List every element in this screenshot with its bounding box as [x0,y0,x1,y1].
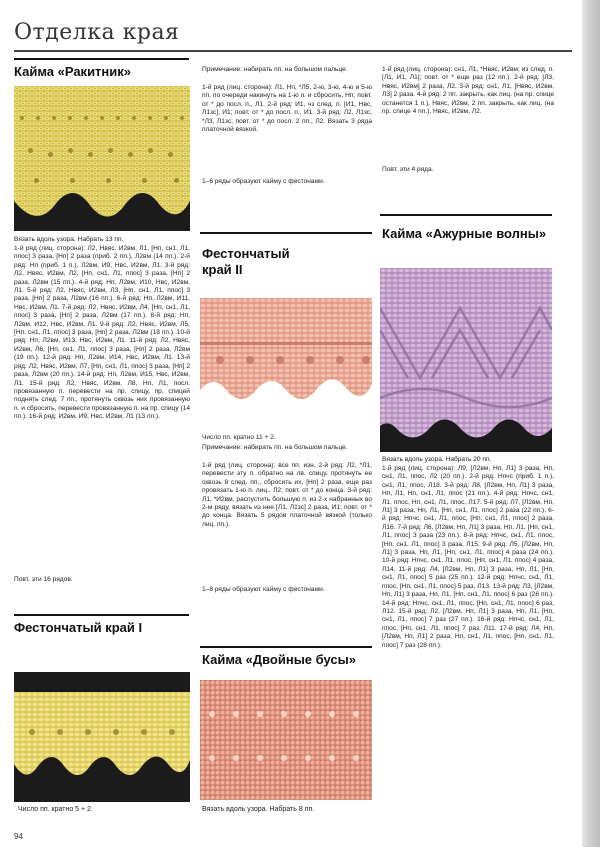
ajour-knit-image [380,268,552,452]
section-rule [200,646,372,648]
rakitnik-repeat: Повт. эти 16 рядов. [14,576,73,583]
rakitnik-heading: Кайма «Ракитник» [14,64,132,79]
festoon2-knit-image [200,298,372,422]
notes-top-footer: 1–6 ряды образуют кайму с фестонами. [202,178,325,185]
festoon2-photo [200,298,372,422]
page-number: 94 [14,832,23,841]
festoon2-note: Примечание: набирать пп. на большом пальце. [202,444,348,451]
notes-top-rows: 1-й ряд (лиц. сторона): Л1, Нп, *Л5, 2-ю, 3-ю, 4-ю и 5-ю пп. по очереди накинуть на 1-ю п. и сбросить, Нп; повт. от * до посл. п., Л1. 2-й ряд: И1, чз след. п. [И1, Нвс, Л1зс], И1; повт. от * до посл. п., И1. 3-й ряд: Л2, Л1зс, *Л3, Л1зс; повт. от * до посл. 2 пп., Л2. Вязать 3 ряда платочной вязкой. [202,84,372,134]
festoon2-footer: 1–8 ряды образуют кайму с фестонами. [202,586,325,593]
right-top-rows: 1-й ряд (лиц. сторона): сн1, Л1, *Нвяс, И2вм; из след. п. [Л1, И1, Л1]; повт. от * еще раз (12 пп.). 2-й ряд: [Л3, Нвяс, И2вм] 2 раза, Л2. 3-й ряд: сн1, Л1, [Нвяс, И2вм, Л3] 2 раза. 4-й ряд: 2 пп. закрыть, как лиц. (на пр. спице останется 1 п.), Нвяс, И2вм, 2 пп. закрыть, как лиц. (на пр. спице 4 пп.), Нвяс, И2вм, Л2. [382,66,554,116]
festoon2-heading: Фестончатый край II [202,246,290,277]
beads-heading: Кайма «Двойные бусы» [202,652,356,667]
page-title: Отделка края [14,20,180,45]
title-rule [14,50,572,52]
section-rule [14,58,189,60]
beads-knit-image [200,680,372,800]
festoon1-heading: Фестончатый край I [14,620,143,635]
rakitnik-rows: 1-й ряд (лиц. сторона): Л2, Нвяс, И2вм, Л1, [Нп, сн1, Л1, ппос] 3 раза, [Нп] 2 раза (приб. 2 пп.), Л2вм (14 пп.). 2-й ряд: Нп (приб. 1 п.), Л2вм, И9, Нвс, И2вм, Л1. 3-й ряд: Л2, Нвяс, И2вм, Л2, [Нп, сн1, Л1, ппос] 3 раза, [Нп] 2 раза, Л2вм (15 пп.). 4-й ряд: Нп, Л2вм, И10, Нвс, И2вм, Л1. 5-й ряд: Л2, Нвяс, И2вм, Л3, [Нп, сн1, Л1, ппос] 3 раза, [Нп] 2 раза, Л2вм (16 пп.). 6-й ряд: Нп, Л2вм, И11, Нвс, И2вм, Л1. 7-й ряд: Л2, Нвяс, И2вм, Л4, [Нп, сн1, Л1, ппос] 3 раза, [Нп] 2 раза, Л2вм (17 пп.). 8-й ряд: Нп, Л2вм, И12, Нвс, И2вм, Л1. 9-й ряд: Л2, Нвяс, И2вм, Л5, [Нп, сн1, Л1, ппос] 3 раза, [Нп] 2 раза, Л2вм (18 пп.). 10-й ряд: Нп, Л2вм, И13, Нвс, И2вм, Л1. 11-й ряд: Л2, Нвяс, И2вм, Л6, [Нп, сн1, Л1, ппос] 3 раза, [Нп] 2 раза, Л2вм (19 пп.). 12-й ряд: Нп, Л2вм, И14, Нвс, И2вм, Л1. 13-й ряд: Л2, Нвяс, И2вм, Л7, [Нп, сн1, Л1, ппос] 3 раза, [Нп] 2 раза, Л2вм (20 пп.). 14-й ряд: Нп, Л2вм, И15, Нвс, И2вм, Л1. 15-й ряд: Л2, Нвяс, И2вм, Л8, Нп, Л1, посл. провязанную п. перевести на пр. спицу, пр. спицей поднять след. 7 пп., протянуть сквозь них провязанную п. и сбросить, перевести провязанную п. на пр. спицу (14 пп.). 16-й ряд: И2вм, И9, Нвс, И2вм, Л1 (13 пп.). [14,245,190,421]
festoon1-photo [14,672,190,802]
ajour-intro: Вязать вдоль узора. Набрать 20 пп. [382,456,492,463]
section-rule [380,214,552,216]
right-top-repeat: Повт. эти 4 ряда. [382,166,434,173]
festoon1-caption: Число пп. кратно 5 + 2. [18,806,93,813]
section-rule [200,232,372,234]
rakitnik-photo [14,86,190,231]
festoon1-knit-image [14,672,190,802]
page-binding-edge [582,0,600,847]
festoon2-caption: Число пп. кратно 11 + 2. [202,434,276,441]
festoon2-rows: 1-й ряд (лиц. сторона): все пп. изн. 2-й ряд: Л2, *Л1, перевести эту п. обратно на лв. спицу, протянуть ее сквозь 8 след. пп., сбросить их, [Нп] 2 раза, еще раз провязать 1-ю п. лиц., Л2; повт. от * до конца. 3-й ряд: Л1, *И2вм, распустить большую п. из 2-х набранных во 2-м ряду, вязать из нее [Л1, Л1зс] 2 раза, И1; повт. от * до конца. Вязать 5 рядов платочной вязкой (только лиц. пп.). [202,462,372,528]
section-rule [14,614,189,616]
ajour-heading: Кайма «Ажурные волны» [382,226,547,241]
rakitnik-knit-image [14,86,190,231]
ajour-rows: 1-й ряд (лиц. сторона): Л9, [Л2вм, Нп, Л1] 3 раза, Нп, сн1, Л1, ппос, Л2 (20 пп.). 2-й ряд: Нпчс (приб. 1 п.), сн1, Л1, ппос, Л18. 3-й ряд: Л8, [Л2вм, Нп, Л1] 3 раза, Нп, Л1, Нп, сн1, Л1, ппос (21 пп.). 4-й ряд: Нпчс, сн1, Л1, ппос, Нп, сн1, Л1, ппос, Л17. 5-й ряд: Л7, [Л2вм, Нп, Л1] 3 раза, Нп, Л1, [Нп, сн1, Л1, ппос] 2 раза (22 пп.). 6-й ряд: Нпчс, сн1, Л1, ппос, [Нп, сн1, Л1, ппос] 2 раза, Л16. 7-й ряд: Л6, [Л2вм, Нп, Л1] 3 раза, Нп, Л1, [Нп, сн1, Л1, ппос] 3 раза (23 пп.). 8-й ряд: Нпчс, сн1, Л1, ппос, [Нп, сн1, Л1, ппос] 3 раза, Л15. 9-й ряд: Л5, [Л2вм, Нп, Л1] 3 раза, Нп, Л1, [Нп, сн1, Л1, ппос] 4 раза (24 пп.). 10-й ряд: Нпчс, сн1, Л1, ппос, [Нп, сн1, Л1, ппос] 4 раза, Л14. 11-й ряд: Л4, [Л2вм, Нп, Л1] 3 раза, Нп, Л1, [Нп, сн1, Л1, ппос] 5 раз (25 пп.). 12-й ряд: Нпчс, сн1, Л1, ппос, [Нп, сн1, Л1, ппос] 5 раз, Л13. 13-й ряд: Л3, [Л2вм, Нп, Л1] 3 раза, Нп, Л1, [Нп, сн1, Л1, ппос] 6 раз (26 пп.). 14-й ряд: Нпчс, сн1, Л1, ппос, [Нп, сн1, Л1, ппос] 6 раз, Л12. 15-й ряд: Л2, [Л2вм, Нп, Л1] 3 раза, Нп, Л1, [Нп, сн1, Л1, ппос] 7 раз (27 пп.). 16-й ряд: Нпчс, сн1, Л1, ппос, [Нп, сн1, Л1, ппос] 7 раз, Л11. 17-й ряд: Л4, Нп, [Л2вм, Нп, Л1] 2 раза, Нп, сн1, Л1, ппос, [Нп, сн1, Л1, ппос] 7 раз (28 пп.). [382,465,554,649]
beads-caption: Вязать вдоль узора. Набрать 8 пп. [202,806,315,813]
ajour-photo [380,268,552,452]
notes-top-note: Примечание: набирать пп. на большом пальце. [202,66,348,73]
beads-photo [200,680,372,800]
rakitnik-intro: Вязать вдоль узора. Набрать 13 пп. [14,236,124,243]
